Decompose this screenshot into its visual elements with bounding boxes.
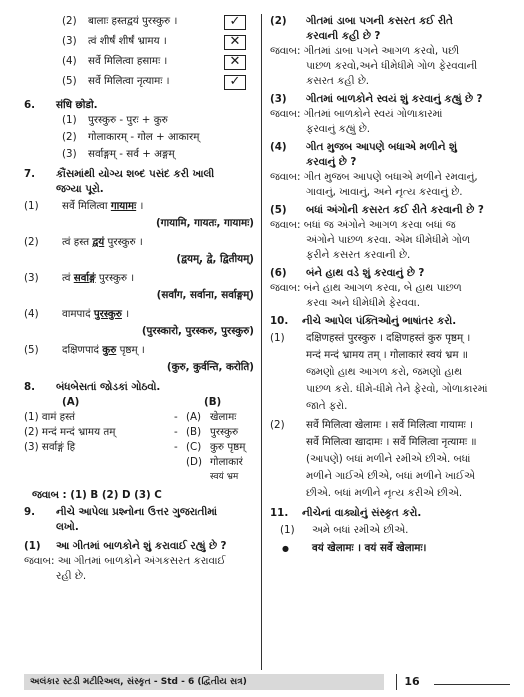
sentence — [62, 235, 143, 250]
sentence-pre: त्वं — [62, 272, 74, 284]
item-number: (2) — [270, 419, 285, 431]
sandhi-item — [24, 113, 254, 130]
question-line — [270, 155, 510, 170]
translation-line — [270, 348, 510, 365]
item-number: (2) — [62, 15, 77, 27]
fill-blank-item — [24, 307, 254, 324]
sandhi-item — [24, 147, 254, 164]
answer-line: ફરવાનું કહ્યું છે. — [306, 123, 371, 135]
q9-1-answer-line2: રહી છે. — [56, 570, 87, 582]
sentence-pre: वामपादं — [62, 308, 94, 320]
answer-word: कुरु — [102, 344, 117, 356]
q6-items — [24, 113, 254, 164]
question-line — [270, 203, 510, 218]
answer-word: पुरस्कुरु — [93, 308, 122, 320]
answer-line: પાછળ કરવો,અને ધીમેધીમે ગોળ ફેરવવાની — [306, 60, 478, 72]
question-text: બધાં અંગોની કસરત કઈ રીતે કરવાની છે ? — [306, 204, 484, 216]
q5-item — [24, 14, 254, 34]
q9-1-answer: જવાબ: આ ગીતમાં બાળકોને અંગકસરત કરાવાઈ — [24, 555, 226, 567]
answer-line: જવાબ: ગીત મુજબ આપણે બધાએ મળીને રમવાનું, — [270, 171, 478, 183]
column-a-item: (2) मन्दं मन्दं भ्रामय तम् — [24, 426, 116, 438]
translation-line — [270, 382, 510, 399]
dash: - — [174, 411, 178, 423]
question-text: ગીતમાં ડાબા પગની કસરત કઈ રીતે — [306, 15, 453, 27]
translation-item — [270, 331, 510, 416]
question-line — [270, 140, 510, 155]
line-text: सर्वे मिलित्वा खेलामः । सर्वे मिलित्वा गायामः । — [306, 419, 473, 431]
column-b-letter: (A) — [186, 411, 202, 423]
item-number: (2) — [270, 15, 287, 27]
answer-line: ગાવાનું, ખાવાનું, અને નૃત્ય કરવાનું છે. — [306, 186, 463, 198]
translation-line — [270, 399, 510, 416]
item-number: (3) — [24, 272, 39, 284]
sentence-post: पुरस्कुरु । — [104, 236, 143, 248]
column-b-letter: (D) — [186, 456, 202, 468]
line-text: दक्षिणहस्तं पुरस्कुरु । दक्षिणहस्तं कुरु पृष्ठम् । — [306, 332, 471, 344]
item-number: (3) — [62, 35, 77, 47]
left-column — [24, 14, 254, 584]
translation-line — [270, 331, 510, 348]
line-text: જમણો હાથ આગળ કરો, જમણો હાથ — [306, 366, 463, 378]
translation-line — [270, 452, 510, 469]
column-b-item: खेलामः — [210, 411, 237, 423]
column-divider — [261, 14, 262, 670]
sentence — [62, 199, 143, 214]
check-mark-icon: ✓ — [224, 15, 246, 30]
answer-word: सर्वाङ्गं — [73, 272, 96, 284]
column-b-item: स्वयं भ्रम — [210, 472, 239, 482]
q9-answers — [270, 14, 510, 311]
item-number: (5) — [24, 344, 39, 356]
column-b-item: पुरस्कुरु — [210, 426, 239, 438]
q9-heading: 9. નીચે આપેલા પ્રશ્નોના ઉત્તર ગુજરાતીમાં — [24, 506, 218, 518]
line-text: મળીને ગાઈએ છીએ, બધાં મળીને ખાઈએ — [306, 470, 475, 482]
fill-blank-item — [24, 271, 254, 288]
item-number: (6) — [270, 267, 287, 279]
line-text: (આપણે) બધાં મળીને રમીએ છીએ. બધાં — [306, 453, 471, 465]
q9-1-question: (1) આ ગીતમાં બાળકોને શું કરાવાઈ રહ્યું છે ? — [24, 540, 227, 552]
column-b-letter: (B) — [186, 426, 202, 438]
footer-rule — [434, 684, 510, 685]
item-number: (1) — [270, 332, 285, 344]
item-number: (5) — [270, 204, 287, 216]
q8-column-headers: (A) (B) — [62, 396, 222, 408]
item-number: (4) — [24, 308, 39, 320]
qa-block — [270, 266, 510, 311]
question-text: બંને હાથ વડે શું કરવાનું છે ? — [306, 267, 425, 279]
page-number: 16 — [396, 674, 427, 690]
qa-block — [270, 14, 510, 89]
sentence-post: । — [121, 308, 130, 320]
sentence-post: । — [136, 200, 144, 212]
q11-item: (1) અમે બધાં રમીએ છીએ. — [280, 524, 409, 536]
sentence-pre: त्वं हस्त — [62, 236, 93, 248]
item-number: (4) — [270, 141, 287, 153]
q5-item — [24, 34, 254, 54]
question-text: કરવાનું છે ? — [306, 156, 357, 168]
sentence-post: पृष्ठम् । — [116, 344, 145, 356]
answer-word: गायामः — [110, 200, 137, 212]
translation-item — [270, 418, 510, 503]
translation-line — [270, 469, 510, 486]
translation-line — [270, 486, 510, 503]
sandhi-item — [24, 130, 254, 147]
q9-heading-line2: લખો. — [56, 521, 79, 533]
fill-blank-item — [24, 235, 254, 252]
answer-line: જવાબ: ગીતમાં બાળકોને સ્વયં ગોળાકારમાં — [270, 108, 443, 120]
item-number: (3) — [62, 148, 77, 160]
question-text: ગીત મુજબ આપણે બધાએ મળીને શું — [306, 141, 457, 153]
right-column — [270, 14, 510, 556]
sentence-post: पुरस्कुरु । — [95, 272, 135, 284]
column-b-letter: (C) — [186, 441, 202, 453]
cross-mark-icon: ✕ — [224, 55, 246, 70]
answer-line: જવાબ: બધાં જ અંગોને આગળ કરવા બધાં જ — [270, 219, 456, 231]
sentence — [62, 271, 134, 286]
q7-heading-line2: જગ્યા પૂરો. — [56, 183, 104, 195]
q5-item — [24, 74, 254, 94]
qa-block — [270, 203, 510, 263]
answer-line: ફરીને કસરત કરવાની છે. — [306, 249, 411, 261]
options: (द्वयम्, द्वे, द्वितीयम्) — [176, 253, 254, 265]
answer-line: જવાબ: બંને હાથ આગળ કરવા, બે હાથ પાછળ — [270, 282, 462, 294]
qa-block — [270, 140, 510, 200]
translation-line — [270, 365, 510, 382]
column-b-item: कुरु पृष्ठम् — [210, 441, 246, 453]
translation-line — [270, 435, 510, 452]
dash: - — [174, 426, 178, 438]
sentence-pre: दक्षिणपादं — [62, 344, 103, 356]
sentence — [62, 307, 129, 322]
item-text: गोलाकारम् - गोल + आकारम् — [88, 131, 200, 143]
answer-line: જવાબ: ગીતમાં ડાબા પગને આગળ કરવો, પછી — [270, 45, 460, 57]
line-text: मन्दं मन्दं भ्रामय तम् । गोलाकारं स्वयं भ्रम ॥ — [306, 349, 468, 361]
item-text: त्वं शीर्षं शीर्षं भ्रामय । — [88, 35, 167, 47]
item-number: (1) — [24, 200, 39, 212]
answer-line: કરવા અને ધીમેધીમે ફેરવવા. — [306, 297, 420, 309]
q11-heading: 11. નીચેનાં વાક્યોનું સંસ્કૃત કરો. — [270, 507, 422, 519]
options: (गायामि, गायतः, गायामः) — [155, 217, 254, 229]
options: (सर्वांग, सर्वाना, सर्वाङ्गम्) — [156, 289, 254, 301]
check-mark-icon: ✓ — [224, 75, 246, 90]
column-a-item: (3) सर्वाङ्गं हि — [24, 441, 76, 453]
answer-word: द्वयं — [92, 236, 105, 248]
item-number: (2) — [24, 236, 39, 248]
question-text: ગીતમાં બાળકોને સ્વયં શું કરવાનું કહ્યું છે ? — [306, 93, 483, 105]
item-text: सर्वाङ्गम् - सर्व + अङ्गम् — [88, 148, 175, 160]
line-text: જાતે ફરો. — [306, 400, 348, 412]
column-b-item: गोलाकारं — [210, 456, 243, 468]
q10-heading: 10. નીચે આપેલ પંક્તિઓનું ભાષાંતર કરો. — [270, 315, 457, 327]
item-text: बालाः हस्तद्वयं पुरस्कुरु । — [88, 15, 178, 27]
options: (कुरु, कुर्वन्ति, करोति) — [166, 361, 254, 373]
item-text: सर्वे मिलित्वा हसामः । — [88, 55, 168, 67]
item-number: (4) — [62, 55, 77, 67]
q7-heading: 7. કૌંસમાંથી યોગ્ય શબ્દ પસંદ કરી ખાલી — [24, 168, 215, 180]
q11-answer: ● वयं खेलामः । वयं सर्वे खेलामः। — [282, 542, 427, 554]
sentence-pre: सर्वे मिलित्वा — [62, 200, 111, 212]
item-number: (1) — [62, 114, 77, 126]
answer-line: અંગોને પાછળ કરવા. એમ ધીમેધીમે ગોળ — [306, 234, 471, 246]
q6-heading: 6. संधि छोडो. — [24, 99, 98, 111]
page-footer — [24, 674, 510, 690]
fill-blank-item — [24, 199, 254, 216]
item-number: (5) — [62, 75, 77, 87]
line-text: છીએ. બધાં મળીને નૃત્ય કરીએ છીએ. — [306, 487, 463, 499]
question-line — [270, 29, 510, 44]
sentence — [62, 343, 145, 358]
q7-items — [24, 199, 254, 377]
cross-mark-icon: ✕ — [224, 35, 246, 50]
answer-line: કસરત કહી છે. — [306, 75, 370, 87]
options: (पुरस्कारो, पुरस्करु, पुरस्कुरु) — [141, 325, 254, 337]
q8-heading: 8. બંધબેસતાં જોડકાં ગોઠવો. — [24, 381, 161, 393]
q10-items — [270, 331, 510, 503]
item-number: (2) — [62, 131, 77, 143]
column-a-item: (1) वामं हस्तं — [24, 411, 76, 423]
question-line — [270, 14, 510, 29]
footer-label: અલંકાર સ્ટડી મટીરિઅલ, સંસ્કૃત - Std - 6 (દ્વિતીય સત્ર) — [24, 674, 384, 690]
q8-answer: જવાબ : (1) B (2) D (3) C — [32, 489, 162, 501]
q5-item — [24, 54, 254, 74]
line-text: પાછળ કરો. ધીમે-ધીમે તેને ફેરવો, ગોળાકારમાં — [306, 383, 488, 395]
fill-blank-item — [24, 343, 254, 360]
translation-line — [270, 418, 510, 435]
item-text: सर्वे मिलित्वा नृत्यामः । — [88, 75, 170, 87]
qa-block — [270, 92, 510, 137]
item-number: (3) — [270, 93, 287, 105]
item-text: पुरस्कुरु - पुरः + कुरु — [88, 114, 168, 126]
line-text: सर्वे मिलित्वा खादामः । सर्वे मिलित्वा नृत्यामः ॥ — [306, 436, 477, 448]
question-line — [270, 266, 510, 281]
dash: - — [174, 441, 178, 453]
question-line — [270, 92, 510, 107]
q8-match-table — [24, 410, 254, 488]
question-text: કરવાની કહી છે ? — [306, 30, 381, 42]
q5-items — [24, 14, 254, 94]
